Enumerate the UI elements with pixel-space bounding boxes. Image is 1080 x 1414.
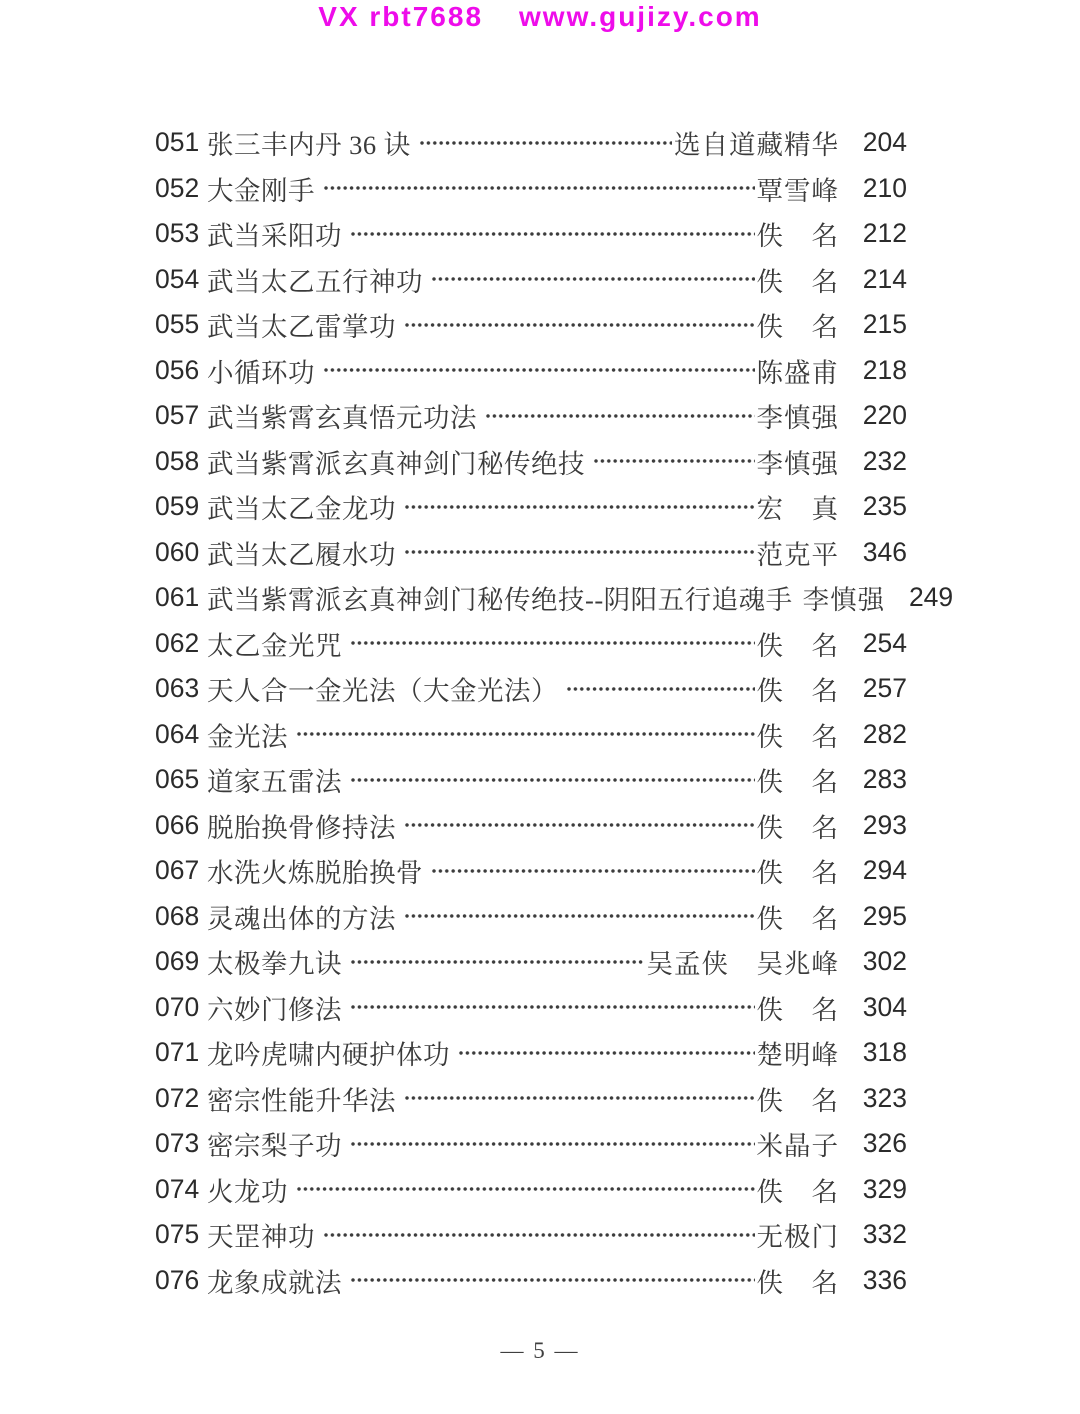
entry-number: 052 [155, 172, 200, 203]
entry-page: 283 [862, 764, 907, 795]
toc-row [155, 302, 907, 348]
entry-page: 220 [862, 400, 907, 431]
entry-number: 057 [155, 400, 200, 431]
toc-row [155, 939, 907, 985]
entry-author: 陈盛甫 [756, 357, 839, 388]
entry-number: 059 [155, 491, 200, 522]
dot-leader [296, 1186, 755, 1192]
entry-author: 宏 真 [756, 494, 839, 525]
entry-page: 332 [862, 1219, 907, 1250]
entry-number: 069 [155, 946, 200, 977]
entry-author: 覃雪峰 [756, 175, 839, 206]
dot-leader [350, 777, 755, 783]
entry-page: 249 [908, 582, 954, 613]
entry-page: 318 [862, 1037, 907, 1068]
entry-title: 天人合一金光法（大金光法） [207, 676, 558, 707]
dot-leader [593, 458, 755, 464]
watermark-url: www.gujizy.com [519, 1, 762, 32]
entry-author: 无极门 [756, 1222, 839, 1253]
toc-row [155, 530, 907, 576]
entry-title: 道家五雷法 [207, 767, 342, 798]
toc-row [155, 894, 907, 940]
dot-leader [350, 1141, 755, 1147]
entry-number: 054 [155, 263, 200, 294]
toc-row [155, 1076, 907, 1122]
dot-leader [419, 140, 672, 146]
entry-page: 302 [862, 946, 907, 977]
entry-author: 佚 名 [756, 858, 839, 889]
entry-title: 水洗火炼脱胎换骨 [207, 858, 423, 889]
entry-title: 武当太乙五行神功 [207, 266, 423, 297]
toc-row [155, 439, 907, 485]
entry-author: 佚 名 [756, 903, 839, 934]
entry-title: 脱胎换骨修持法 [207, 812, 396, 843]
dot-leader [404, 913, 755, 919]
entry-title: 武当太乙雷掌功 [207, 312, 396, 343]
folio-page-number: — 5 — [500, 1338, 580, 1363]
entry-title: 武当紫霄玄真悟元功法 [207, 403, 477, 434]
entry-number: 076 [155, 1264, 200, 1295]
entry-author: 佚 名 [756, 221, 839, 252]
entry-number: 070 [155, 991, 200, 1022]
dot-leader [431, 868, 755, 874]
toc-row [155, 1121, 907, 1167]
toc-row [155, 484, 907, 530]
entry-title: 密宗性能升华法 [207, 1085, 396, 1116]
entry-page: 210 [862, 172, 907, 203]
entry-number: 067 [155, 855, 200, 886]
entry-author: 佚 名 [756, 1176, 839, 1207]
toc-row [155, 803, 907, 849]
entry-author: 佚 名 [756, 1267, 839, 1298]
dot-leader [350, 231, 755, 237]
entry-author: 李慎强 [802, 585, 886, 616]
toc-row [155, 985, 907, 1031]
entry-number: 055 [155, 309, 200, 340]
entry-page: 329 [862, 1173, 907, 1204]
entry-title: 武当采阳功 [207, 221, 342, 252]
dot-leader [404, 322, 755, 328]
entry-author: 米晶子 [756, 1131, 839, 1162]
dot-leader [566, 686, 755, 692]
entry-title: 武当紫霄派玄真神剑门秘传绝技 [207, 448, 585, 479]
entry-title: 六妙门修法 [207, 994, 342, 1025]
entry-page: 235 [862, 491, 907, 522]
dot-leader [485, 413, 755, 419]
dot-leader [350, 1004, 755, 1010]
dot-leader [404, 822, 755, 828]
toc-row [155, 211, 907, 257]
entry-title: 武当太乙履水功 [207, 539, 396, 570]
entry-number: 064 [155, 718, 200, 749]
dot-leader [404, 1095, 755, 1101]
entry-number: 071 [155, 1037, 200, 1068]
entry-title: 武当紫霄派玄真神剑门秘传绝技--阴阳五行追魂手 [207, 585, 793, 616]
entry-page: 323 [862, 1082, 907, 1113]
entry-author: 佚 名 [756, 630, 839, 661]
entry-page: 257 [862, 673, 907, 704]
toc-row [155, 1167, 907, 1213]
entry-page: 326 [862, 1128, 907, 1159]
toc-row [155, 1212, 907, 1258]
entry-title: 小循环功 [207, 357, 315, 388]
entry-number: 075 [155, 1219, 200, 1250]
entry-number: 061 [155, 582, 200, 613]
entry-title: 火龙功 [207, 1176, 288, 1207]
entry-number: 053 [155, 218, 200, 249]
entry-page: 295 [862, 900, 907, 931]
toc-row [155, 1258, 907, 1304]
dot-leader [458, 1050, 755, 1056]
entry-number: 068 [155, 900, 200, 931]
entry-page: 346 [862, 536, 907, 567]
dot-leader [323, 185, 755, 191]
entry-author: 李慎强 [756, 448, 839, 479]
entry-page: 215 [862, 309, 907, 340]
toc-row [155, 712, 907, 758]
dot-leader [404, 504, 755, 510]
dot-leader [350, 1277, 755, 1283]
entry-page: 214 [862, 263, 907, 294]
dot-leader [323, 1232, 755, 1238]
entry-author: 选自道藏精华 [674, 130, 839, 161]
entry-author: 佚 名 [756, 812, 839, 843]
dot-leader [404, 549, 755, 555]
entry-page: 212 [862, 218, 907, 249]
entry-number: 073 [155, 1128, 200, 1159]
watermark-contact: VX rbt7688 [318, 1, 484, 32]
toc-list [155, 120, 954, 1303]
toc-row [155, 393, 907, 439]
entry-number: 051 [155, 127, 200, 158]
entry-number: 066 [155, 809, 200, 840]
entry-author: 佚 名 [756, 266, 839, 297]
entry-author: 佚 名 [756, 994, 839, 1025]
entry-number: 060 [155, 536, 200, 567]
entry-author: 佚 名 [756, 1085, 839, 1116]
entry-author: 佚 名 [756, 721, 839, 752]
entry-page: 254 [862, 627, 907, 658]
entry-title: 龙象成就法 [207, 1267, 342, 1298]
entry-page: 232 [862, 445, 907, 476]
dot-leader [296, 731, 755, 737]
dot-leader [350, 640, 755, 646]
toc-row [155, 166, 907, 212]
toc-row [155, 348, 907, 394]
entry-page: 336 [862, 1264, 907, 1295]
entry-page: 294 [862, 855, 907, 886]
toc-row [155, 1030, 907, 1076]
entry-number: 065 [155, 764, 200, 795]
entry-page: 218 [862, 354, 907, 385]
dot-leader [350, 959, 645, 965]
toc-row [155, 666, 907, 712]
entry-author: 范克平 [756, 539, 839, 570]
dot-leader [323, 367, 755, 373]
entry-number: 056 [155, 354, 200, 385]
dot-leader [431, 276, 755, 282]
entry-page: 293 [862, 809, 907, 840]
entry-author: 楚明峰 [756, 1040, 839, 1071]
entry-author: 佚 名 [756, 312, 839, 343]
toc-row [155, 575, 954, 621]
entry-title: 武当太乙金龙功 [207, 494, 396, 525]
entry-title: 龙吟虎啸内硬护体功 [207, 1040, 450, 1071]
toc-row [155, 621, 907, 667]
toc-row [155, 848, 907, 894]
entry-author: 佚 名 [756, 767, 839, 798]
entry-number: 063 [155, 673, 200, 704]
watermark-header [0, 1, 1080, 33]
entry-number: 062 [155, 627, 200, 658]
entry-author: 吴孟侠 吴兆峰 [646, 949, 839, 980]
toc-row [155, 257, 907, 303]
entry-author: 佚 名 [756, 676, 839, 707]
entry-title: 金光法 [207, 721, 288, 752]
entry-number: 058 [155, 445, 200, 476]
entry-title: 张三丰内丹 36 诀 [207, 130, 411, 161]
entry-page: 282 [862, 718, 907, 749]
entry-title: 大金刚手 [207, 175, 315, 206]
entry-number: 074 [155, 1173, 200, 1204]
entry-title: 密宗梨子功 [207, 1131, 342, 1162]
entry-title: 太极拳九诀 [207, 949, 342, 980]
entry-title: 太乙金光咒 [207, 630, 342, 661]
entry-author: 李慎强 [756, 403, 839, 434]
toc-row [155, 120, 907, 166]
toc-row [155, 757, 907, 803]
entry-title: 灵魂出体的方法 [207, 903, 396, 934]
entry-page: 304 [862, 991, 907, 1022]
entry-title: 天罡神功 [207, 1222, 315, 1253]
entry-page: 204 [862, 127, 907, 158]
entry-number: 072 [155, 1082, 200, 1113]
